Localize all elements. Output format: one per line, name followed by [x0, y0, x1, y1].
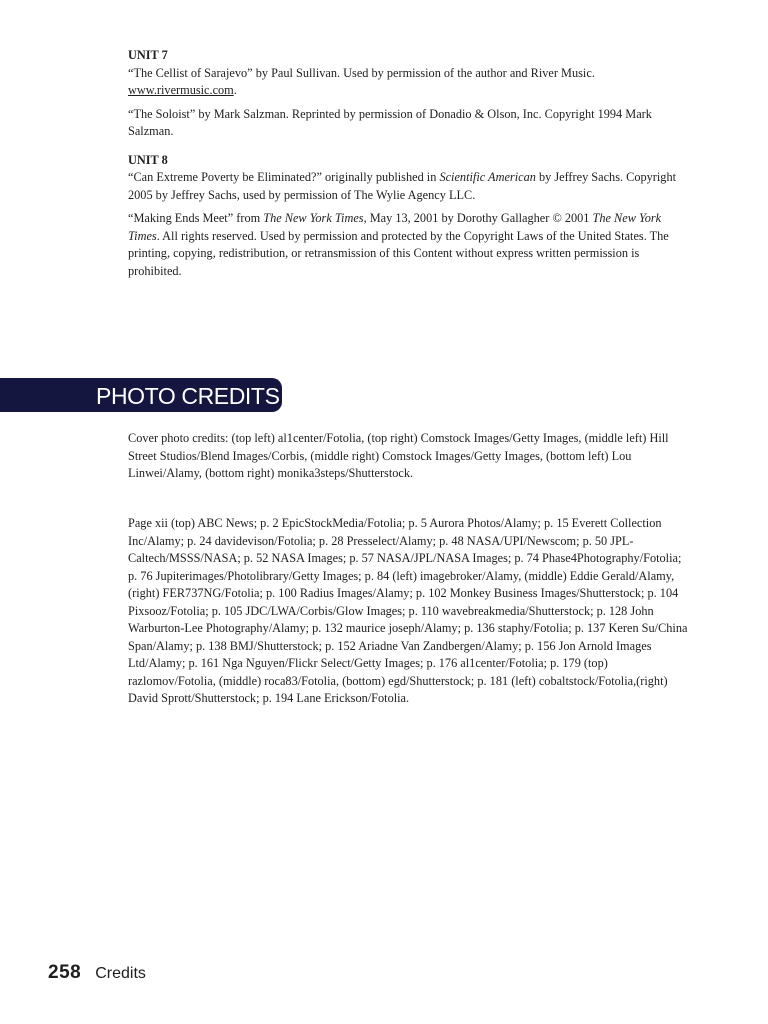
text-credits-section — [128, 47, 688, 280]
unit-7-credit-cellist — [128, 65, 688, 100]
unit-8-credit-ends-meet-c: . All rights reserved. Used by permission and protected by the Copyright Laws of the United States. The printing, copying, redistribution, or retransmission of this Content without express written permission is prohibited. — [128, 228, 669, 278]
photo-credits-title: PHOTO CREDITS — [96, 383, 280, 409]
unit-8-credit-poverty — [128, 169, 688, 204]
cover-photo-credits-text: Cover photo credits: (top left) al1center/Fotolia, (top right) Comstock Images/Getty Images, (middle left) Hill Street Studios/Blend Images/Corbis, (middle right) Comstock Images/Getty Images, (bottom left) Lou Linwei/Alamy, (bottom right) monika3steps/Shutterstock. — [128, 431, 669, 480]
unit-8-credit-ends-meet-pub1: The New York Times — [263, 211, 364, 225]
unit-8-credit-poverty-b: by Jeffrey Sachs. Copyright 2005 by Jeffrey Sachs, used by permission of The Wylie Agency LLC. — [128, 170, 677, 202]
unit-7-credit-cellist-text: “The Cellist of Sarajevo” by Paul Sullivan. Used by permission of the author and River Music. — [128, 65, 595, 80]
unit-7-credit-cellist-end: . — [233, 83, 237, 97]
unit-7-heading: UNIT 7 — [128, 48, 168, 62]
unit-8-credit-ends-meet — [128, 210, 688, 280]
rivermusic-link[interactable]: www.rivermusic.com — [128, 83, 234, 97]
unit-8-credit-ends-meet-a: “Making Ends Meet” from — [128, 211, 264, 225]
unit-8-credit-ends-meet-b: , May 13, 2001 by Dorothy Gallagher © 2001 — [363, 211, 593, 225]
footer-section-name: Credits — [95, 965, 146, 982]
unit-8-credit-poverty-a: “Can Extreme Poverty be Eliminated?” originally published in — [128, 170, 440, 184]
unit-8-heading: UNIT 8 — [128, 152, 168, 167]
photo-credits-banner — [0, 378, 282, 412]
page-photo-credits — [128, 515, 688, 708]
unit-8-credit-poverty-publication: Scientific American — [439, 170, 536, 184]
page-number: 258 — [48, 962, 82, 983]
cover-photo-credits — [128, 430, 688, 483]
unit-7-credit-soloist: “The Soloist” by Mark Salzman. Reprinted by permission of Donadio & Olson, Inc. Copyright 1994 Mark Salzman. — [128, 106, 652, 138]
unit-8-credit-ends-meet-pub2: The New York Times — [128, 211, 662, 243]
page-footer — [48, 962, 146, 984]
page-photo-credits-text: Page xii (top) ABC News; p. 2 EpicStockMedia/Fotolia; p. 5 Aurora Photos/Alamy; p. 15 Everett Collection Inc/Alamy; p. 24 davidevison/Fotolia; p. 28 Presselect/Alamy; p. 48 NASA/UPI/Newscom; p. 50 JPL-Caltech/MSSS/NASA; p. 52 NASA Images; p. 57 NASA/JPL/NASA Images; p. 74 Phase4Photography/Fotolia; p. 76 Jupiterimages/Photolibrary/Getty Images; p. 84 (left) imagebroker/Alamy, (middle) Eddie Gerald/Alamy, (right) FER737NG/Fotolia; p. 100 Radius Images/Alamy; p. 102 Monkey Business Images/Shutterstock; p. 104 Pixsooz/Fotolia; p. 105 JDC/LWA/Corbis/Glow Images; p. 110 wavebreakmedia/Shutterstock; p. 128 John Warburton-Lee Photography/Alamy; p. 132 maurice joseph/Alamy; p. 136 staphy/Fotolia; p. 137 Keren Su/China Span/Alamy; p. 138 BMJ/Shutterstock; p. 152 Ariadne Van Zandbergen/Alamy; p. 156 Jon Arnold Images Ltd/Alamy; p. 161 Nga Nguyen/Flickr Select/Getty Images; p. 176 al1center/Fotolia; p. 179 (top) razlomov/Fotolia, (middle) roca83/Fotolia, (bottom) egd/Shutterstock; p. 181 (left) cobaltstock/Fotolia,(right) David Sprott/Shutterstock; p. 194 Lane Erickson/Fotolia. — [128, 516, 688, 705]
